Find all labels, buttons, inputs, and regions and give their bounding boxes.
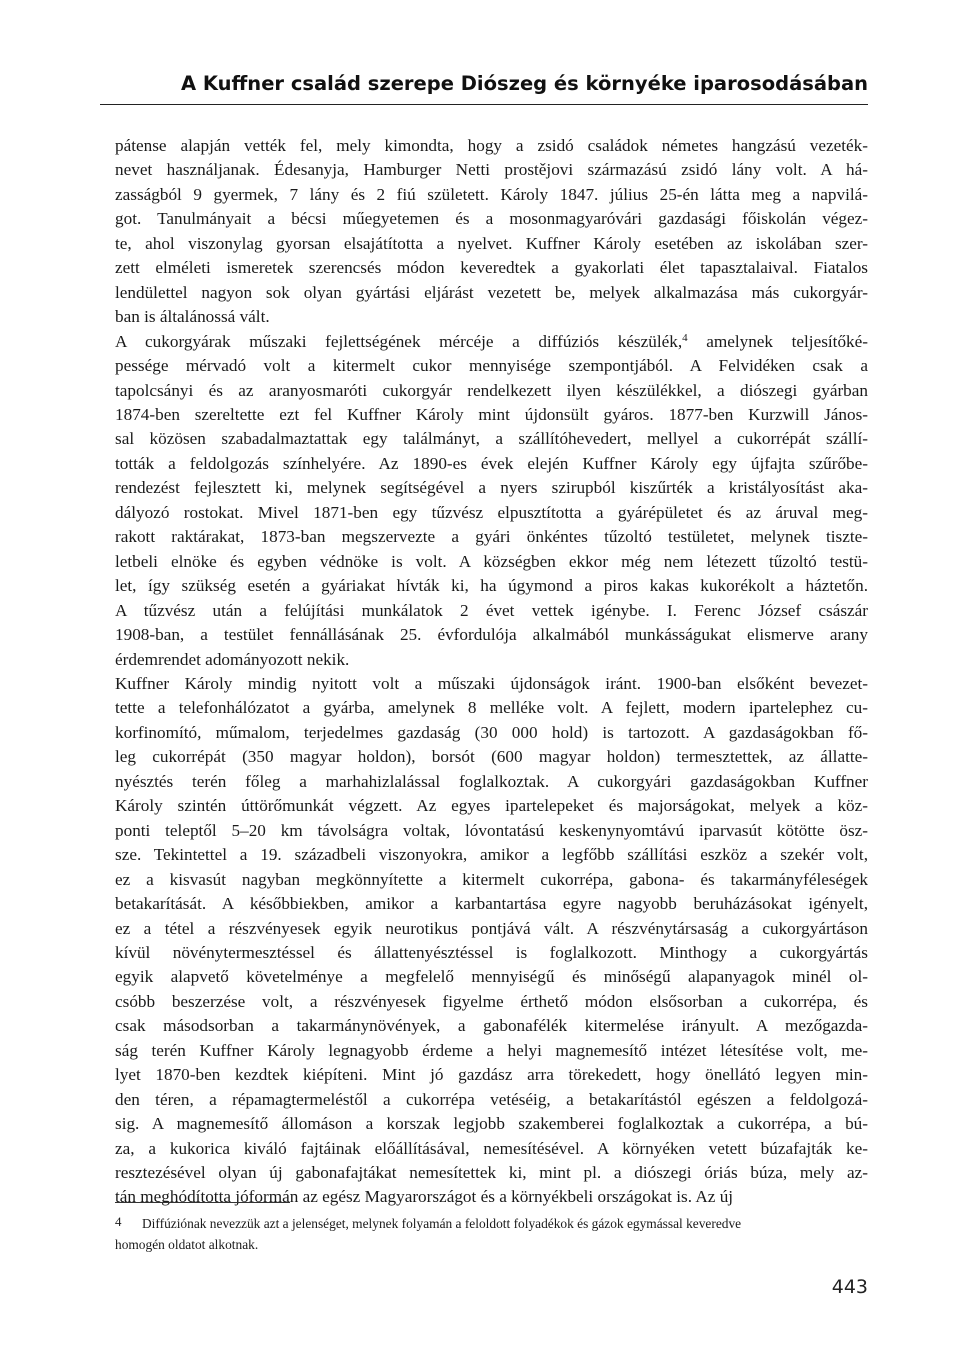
body-line: csóbb beszerzése volt, a részvényesek figyelme érthető módon elsősorban a cukorrépa, és xyxy=(115,991,868,1011)
body-line: ság terén Kuffner Károly legnagyobb érdeme a helyi magnemesítő intézet létesítése volt, me- xyxy=(115,1040,868,1060)
body-line: rakott raktárakat, 1873-ban megszervezte a gyári önkéntes tűzoltó testületet, melynek tiszte- xyxy=(115,527,868,547)
body-line: za, a kukorica kiváló fajtáinak előállításával, nemesítésével. A környéken vetett búzafajták ke- xyxy=(115,1138,868,1158)
body-line: zasságból 9 gyermek, 7 lány és 2 fiú született. Károly 1847. július 25-én látta meg a napvilá- xyxy=(115,184,868,204)
body-line: te, ahol viszonylag gyorsan elsajátította a nyelvet. Kuffner Károly esetében az iskolában szer- xyxy=(115,233,868,253)
body-line: den téren, a répamagtermeléstől a cukorrépa vetéséig, a betakarítástól egészen a feldolgozá- xyxy=(115,1089,868,1109)
body-line: dályozó rostokat. Mivel 1871-ben egy tűzvész elpusztította a gyárépületet és az áruval meg- xyxy=(115,502,868,522)
body-line: nevet használjanak. Édesanyja, Hamburger Netti prostějovi származású zsidó lány volt. A há- xyxy=(115,160,868,180)
body-line: lendülettel nagyon sok olyan gyártási eljárást vezetett be, melyek alkalmazása más cukorgyár- xyxy=(115,282,868,302)
body-line: ponti teleptől 5–20 km távolságra voltak, lóvontatású keskenynyomtávú iparvasút kötötte ösz- xyxy=(115,820,868,840)
body-line: tán meghódította jóformán az egész Magyarországot és a környékbeli országokat is. Az új xyxy=(115,1187,734,1207)
footnote-line-1: Diffúziónak nevezzük azt a jelenséget, melynek folyamán a feloldott folyadékok és gázok egymással keveredve xyxy=(142,1216,742,1231)
body-line: leg cukorrépát (350 magyar holdon), borsót (600 magyar holdon) termesztettek, az állatte- xyxy=(115,747,868,767)
body-line: tották a feldolgozás színhelyére. Az 1890-es évek elején Kuffner Károly egy újfajta szűrőbe- xyxy=(115,453,868,473)
body-line: egyik alapvető követelménye a megfelelő mennyiségű és minőségű alapanyagok minél ol- xyxy=(115,967,868,987)
body-line: Károly szintén úttörőmunkát végzett. Az egyes ipartelepeket és majorságokat, melyek a köz- xyxy=(115,796,868,816)
footnote xyxy=(115,1213,868,1255)
running-header: A Kuffner család szerepe Diószeg és környéke iparosodásában xyxy=(100,72,868,105)
body-text xyxy=(115,134,868,1210)
footnote-reference: 4 xyxy=(682,331,688,344)
body-line: érdemrendet adományozott nekik. xyxy=(115,649,350,669)
footnote-line-2: homogén oldatot alkotnak. xyxy=(115,1237,259,1252)
body-line: 1908-ban, a testület fennállásának 25. évfordulója alkalmából munkásságukat elismerve arany xyxy=(115,625,868,645)
body-line: betakarítását. A későbbiekben, amikor a karbantartása egyre nagyobb beruházásokat igényelt, xyxy=(115,894,868,914)
body-line: lyet 1870-ben kezdtek kiépíteni. Mint jó gazdász arra törekedett, hogy önellátó legyen min- xyxy=(115,1065,868,1085)
body-line: A cukorgyárak műszaki fejlettségének mércéje a diffúziós készülék,$^4$ amelynek teljesítőké- xyxy=(115,331,868,351)
body-line: zett elméleti ismeretek szerencsés módon keveredtek a gyakorlati élet tapasztalaival. Fiatalos xyxy=(115,258,868,278)
body-line: letbeli elnöke és egyben védnöke is volt. A községben ekkor még nem létezett tűzoltó testü- xyxy=(115,551,868,571)
footnote-separator xyxy=(115,1202,290,1203)
body-line: ez a kisvasút nagyban megkönnyítette a kitermelt cukorrépa, gabona- és takarmányféleségek xyxy=(115,869,868,889)
body-line: tette a telefonhálózatot a gyárba, amelynek 8 melléke volt. A fejlett, modern ipartelephez cu- xyxy=(115,698,868,718)
body-line: A tűzvész után a felújítási munkálatok 2 évet vettek igénybe. I. Ferenc József császár xyxy=(115,600,868,620)
body-line: ez a tétel a részvényesek egyik neurotikus pontjává vált. A részvénytársaság a cukorgyártáson xyxy=(115,918,868,938)
body-line: csak másodsorban a takarmánynövények, a gabonafélék kitermelése irányult. A mezőgazda- xyxy=(115,1016,868,1036)
body-line: Kuffner Károly mindig nyitott volt a műszaki újdonságok iránt. 1900-ban elsőként bevezet- xyxy=(115,673,868,693)
body-line: sal közösen szabadalmaztattak egy találmányt, a szállítóhevedert, mellyel a cukorrépát szállí- xyxy=(115,429,868,449)
body-line: sze. Tekintettel a 19. századbeli viszonyokra, amikor a legfőbb szállítási eszköz a szekér volt, xyxy=(115,845,868,865)
body-line: nyésztés terén főleg a marhahizlalással foglalkoztak. A cukorgyári gazdaságokban Kuffner xyxy=(115,771,868,791)
body-line: korfinomító, műmalom, terjedelmes gazdaság (30 000 hold) is tartozott. A gazdaságokban fő- xyxy=(115,722,868,742)
body-line: tapolcsányi és az aranyosmaróti cukorgyár rendelkezett ilyen készülékkel, a diószegi gyárban xyxy=(115,380,868,400)
body-line: kívül növénytermesztéssel és állattenyésztéssel is foglalkozott. Minthogy a cukorgyártás xyxy=(115,942,868,962)
body-line: got. Tanulmányait a bécsi műegyetemen és a mosonmagyaróvári gazdasági főiskolán végez- xyxy=(115,209,868,229)
body-line: sig. A magnemesítő állomáson a korszak legjobb szakemberei foglalkoztak a cukorrépa, a bú- xyxy=(115,1114,868,1134)
body-line: 1874-ben szereltette ezt fel Kuffner Károly mint újdonsült gyáros. 1877-ben Kurzwill János- xyxy=(115,404,868,424)
body-line: rendezést fejlesztett ki, melynek segítségével a nyers szirupból kiszűrték a kristályosítást aka- xyxy=(115,478,868,498)
body-line: let, így szükség esetén a gyáriakat hívták ki, ha úgymond a piros kakas kukorékolt a háztetőn. xyxy=(115,576,868,596)
body-line: resztezésével olyan új gabonafajtákat nemesítettek ki, mint pl. a diószegi óriás búza, mely az- xyxy=(115,1163,868,1183)
body-line: pessége mérvadó volt a kitermelt cukor mennyisége szempontjából. A Felvidéken csak a xyxy=(115,356,868,376)
footnote-number: 4 xyxy=(115,1214,122,1229)
body-line: pátense alapján vették fel, mely kimondta, hogy a zsidó családok németes hangzású vezeték- xyxy=(115,136,868,155)
page-number: 443 xyxy=(831,1276,868,1298)
body-line: ban is általánossá vált. xyxy=(115,307,270,327)
